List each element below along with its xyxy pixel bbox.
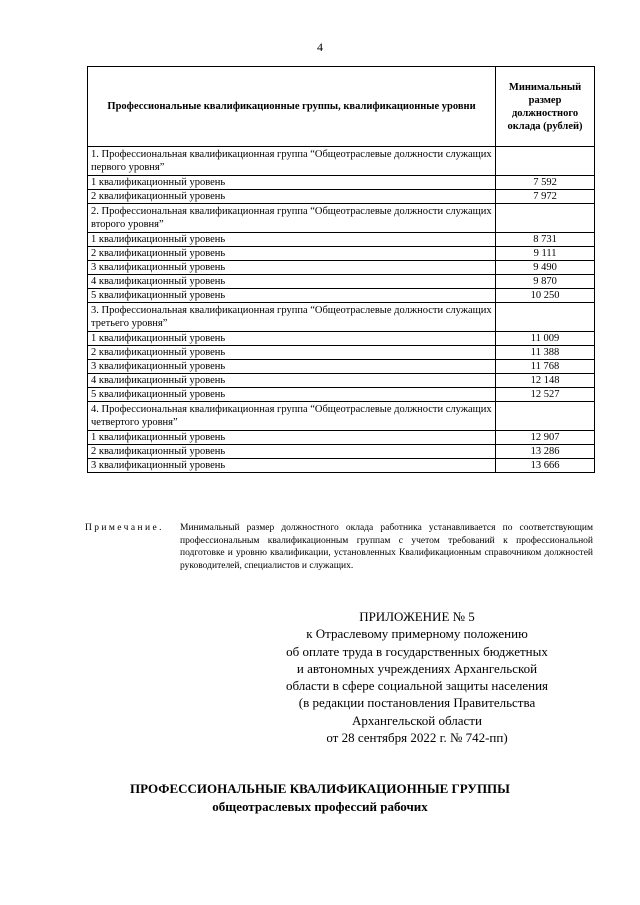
salary-cell: 10 250 xyxy=(496,289,595,303)
header-minimum-salary: Минимальный размер должностного оклада (рублей) xyxy=(496,67,595,147)
table-header-row xyxy=(88,67,595,147)
table-row xyxy=(88,388,595,402)
salary-cell: 11 009 xyxy=(496,332,595,346)
salary-cell: 12 148 xyxy=(496,374,595,388)
level-name-cell: 2 квалификационный уровень xyxy=(88,346,496,360)
salary-cell: 9 490 xyxy=(496,261,595,275)
appendix-line: Архангельской области xyxy=(352,712,482,728)
level-name-cell: 1 квалификационный уровень xyxy=(88,233,496,247)
table-row xyxy=(88,261,595,275)
level-name-cell: 1 квалификационный уровень xyxy=(88,332,496,346)
table-row xyxy=(88,459,595,473)
salary-table xyxy=(87,66,595,473)
table-group-row xyxy=(88,204,595,233)
appendix-line: к Отраслевому примерному положению xyxy=(306,626,528,642)
level-name-cell: 2 квалификационный уровень xyxy=(88,247,496,261)
table-group-row xyxy=(88,402,595,431)
salary-cell xyxy=(496,204,595,233)
salary-cell: 11 388 xyxy=(496,346,595,360)
level-name-cell: 3 квалификационный уровень xyxy=(88,261,496,275)
level-name-cell: 5 квалификационный уровень xyxy=(88,289,496,303)
table-row xyxy=(88,275,595,289)
section-title xyxy=(0,780,640,816)
level-name-cell: 2 квалификационный уровень xyxy=(88,190,496,204)
table-row xyxy=(88,289,595,303)
table-row xyxy=(88,360,595,374)
appendix-line: от 28 сентября 2022 г. № 742-пп) xyxy=(326,730,508,746)
salary-cell: 9 111 xyxy=(496,247,595,261)
salary-cell: 13 286 xyxy=(496,445,595,459)
salary-cell: 8 731 xyxy=(496,233,595,247)
table-row xyxy=(88,431,595,445)
level-name-cell: 4 квалификационный уровень xyxy=(88,374,496,388)
table-body xyxy=(88,147,595,473)
salary-cell xyxy=(496,147,595,176)
appendix-line: и автономных учреждениях Архангельской xyxy=(296,660,538,676)
group-name-cell: 1. Профессиональная квалификационная группа “Общеотраслевые должности служащих первого уровня” xyxy=(88,147,496,176)
header-qualification-groups: Профессиональные квалификационные группы, квалификационные уровни xyxy=(88,67,496,147)
page-number: 4 xyxy=(317,40,323,54)
table-row xyxy=(88,247,595,261)
note xyxy=(85,522,593,572)
level-name-cell: 3 квалификационный уровень xyxy=(88,360,496,374)
appendix-heading xyxy=(250,608,584,746)
group-name-cell: 4. Профессиональная квалификационная группа “Общеотраслевые должности служащих четвертого уровня” xyxy=(88,402,496,431)
level-name-cell: 1 квалификационный уровень xyxy=(88,176,496,190)
table-row xyxy=(88,374,595,388)
section-title-line: ПРОФЕССИОНАЛЬНЫЕ КВАЛИФИКАЦИОННЫЕ ГРУППЫ xyxy=(130,781,510,796)
level-name-cell: 3 квалификационный уровень xyxy=(88,459,496,473)
appendix-line: (в редакции постановления Правительства xyxy=(298,695,536,711)
group-name-cell: 3. Профессиональная квалификационная группа “Общеотраслевые должности служащих третьего уровня” xyxy=(88,303,496,332)
note-label: Примечание. xyxy=(85,523,164,533)
table-group-row xyxy=(88,303,595,332)
salary-cell: 9 870 xyxy=(496,275,595,289)
level-name-cell: 2 квалификационный уровень xyxy=(88,445,496,459)
salary-cell: 12 907 xyxy=(496,431,595,445)
salary-cell: 13 666 xyxy=(496,459,595,473)
group-name-cell: 2. Профессиональная квалификационная группа “Общеотраслевые должности служащих второго уровня” xyxy=(88,204,496,233)
level-name-cell: 4 квалификационный уровень xyxy=(88,275,496,289)
level-name-cell: 5 квалификационный уровень xyxy=(88,388,496,402)
salary-cell xyxy=(496,303,595,332)
salary-cell xyxy=(496,402,595,431)
table-row xyxy=(88,332,595,346)
salary-cell: 7 592 xyxy=(496,176,595,190)
appendix-line: ПРИЛОЖЕНИЕ № 5 xyxy=(359,609,475,624)
appendix-line: об оплате труда в государственных бюджетных xyxy=(286,643,548,659)
salary-cell: 7 972 xyxy=(496,190,595,204)
note-text: Минимальный размер должностного оклада работника устанавливается по соответствующим профессиональным квалификационным группам с учетом требований к профессиональной подготовке и уровню квалификации, установленных Квалификационным справочником должностей руководителей, специалистов и служащих. xyxy=(180,523,593,571)
table-row xyxy=(88,176,595,190)
table-row xyxy=(88,190,595,204)
table-row xyxy=(88,233,595,247)
table-row xyxy=(88,445,595,459)
level-name-cell: 1 квалификационный уровень xyxy=(88,431,496,445)
table-group-row xyxy=(88,147,595,176)
salary-cell: 11 768 xyxy=(496,360,595,374)
table-row xyxy=(88,346,595,360)
salary-cell: 12 527 xyxy=(496,388,595,402)
section-subtitle-line: общеотраслевых профессий рабочих xyxy=(212,799,428,814)
appendix-line: области в сфере социальной защиты населения xyxy=(286,678,548,694)
